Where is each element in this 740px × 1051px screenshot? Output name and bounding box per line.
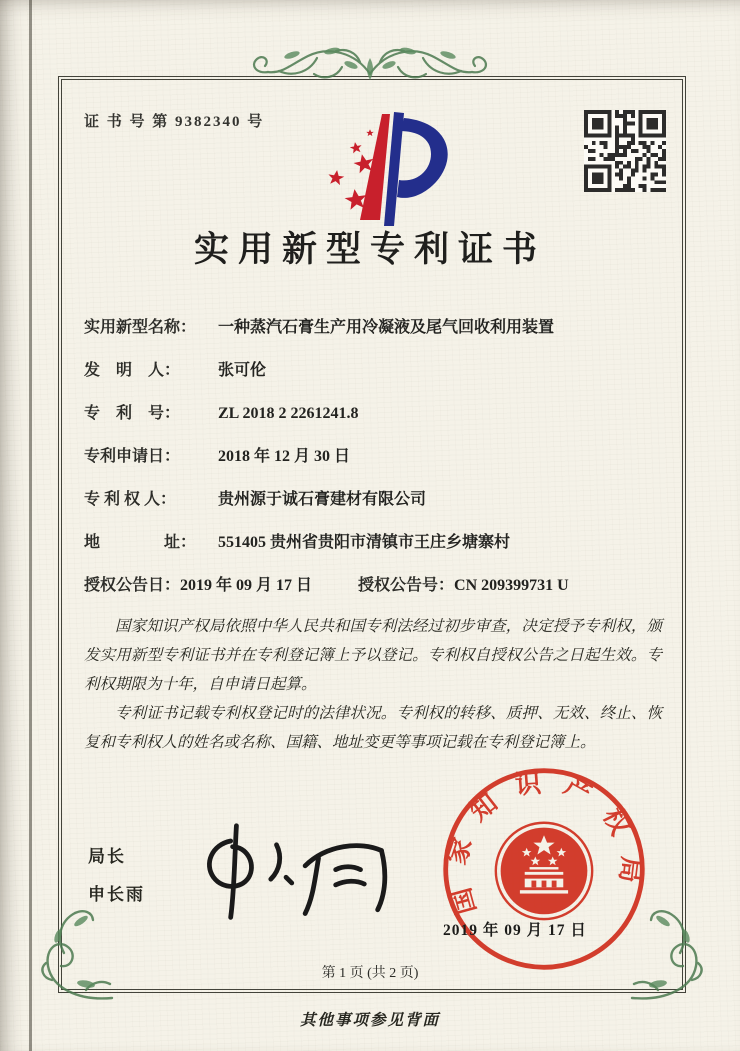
field-value: 贵州源于诚石膏建材有限公司 (218, 491, 427, 508)
field-row-patentee (84, 486, 670, 529)
director-signature (190, 820, 405, 925)
qr-code (584, 110, 666, 192)
legal-text (84, 612, 662, 757)
field-label: 专利申请日： (84, 448, 181, 465)
legal-paragraph-1: 国家知识产权局依照中华人民共和国专利法经过初步审查，决定授予专利权，颁发实用新型专利证书并在专利登记簿上予以登记。专利权自授权公告之日起生效。专利权期限为十年，自申请日起算。 (84, 618, 662, 693)
seal-text: 国家知识产权局 (441, 767, 647, 918)
field-label: 发 明 人： (84, 362, 181, 379)
field-row-filing-date (84, 443, 670, 486)
field-row-grant (84, 572, 670, 615)
national-emblem-icon (496, 823, 592, 919)
certificate-number: 证 书 号 第 9382340 号 (84, 114, 265, 130)
field-row-inventor (84, 357, 670, 400)
field-value: 2019 年 09 月 17 日 (180, 577, 313, 594)
page-number: 第 1 页 (共 2 页) (321, 966, 419, 981)
signer-block (88, 842, 145, 918)
director-name: 申长雨 (88, 885, 145, 904)
cnipa-logo-icon (296, 108, 466, 228)
field-value: 张可伦 (218, 362, 267, 379)
field-label: 授权公告号： (358, 577, 455, 594)
bottom-left-flourish-icon (34, 908, 114, 1003)
field-row-name (84, 314, 670, 357)
field-value: ZL 2018 2 2261241.8 (218, 405, 359, 422)
certificate-fields (84, 314, 670, 615)
certificate-title: 实用新型专利证书 (193, 230, 546, 269)
field-row-patent-no (84, 400, 670, 443)
official-seal-icon (438, 763, 650, 975)
field-value: 551405 贵州省贵阳市清镇市王庄乡塘寨村 (218, 534, 511, 551)
field-value: CN 209399731 U (454, 577, 569, 594)
field-label: 授权公告日： (84, 577, 181, 594)
legal-paragraph-2: 专利证书记载专利权登记时的法律状况。专利权的转移、质押、无效、终止、恢复和专利权人的姓名或名称、国籍、地址变更等事项记载在专利登记簿上。 (84, 705, 662, 751)
field-label: 专 利 号： (84, 405, 181, 422)
field-value: 2018 年 12 月 30 日 (218, 448, 351, 465)
back-side-note: 其他事项参见背面 (299, 1012, 440, 1029)
field-value: 一种蒸汽石膏生产用冷凝液及尾气回收利用装置 (218, 319, 555, 336)
scan-edge-line (29, 0, 32, 1051)
top-flourish-ornament-icon (220, 34, 520, 98)
director-title: 局长 (88, 847, 126, 866)
field-label: 专 利 权 人： (84, 491, 177, 508)
field-label: 实用新型名称： (84, 319, 197, 336)
field-label: 地 址： (84, 534, 197, 551)
field-row-address (84, 529, 670, 572)
seal-date: 2019 年 09 月 17 日 (443, 922, 587, 939)
